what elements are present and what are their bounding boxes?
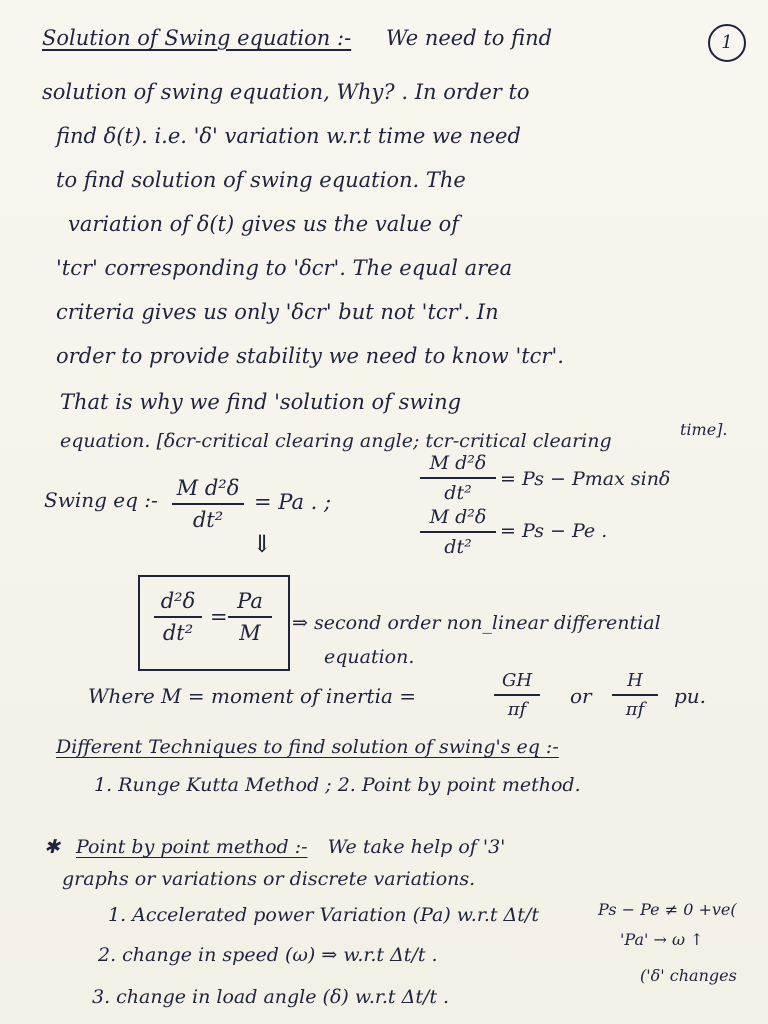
pbp-text-2: graphs or variations or discrete variations. [62, 868, 476, 890]
boxed-eq: = [210, 605, 228, 629]
note-2: 'Pa' → ω ↑ [620, 930, 704, 949]
para-line-0: We need to find [385, 26, 553, 50]
pu-text: pu. [674, 684, 707, 708]
para-line-8: That is why we find 'solution of swing [60, 390, 462, 414]
eq3-fraction [420, 506, 496, 558]
item-2: 2. change in speed (ω) ⇒ w.r.t Δt/t . [98, 944, 438, 966]
eq3-den: dt² [444, 536, 472, 558]
eq2-den: dt² [444, 482, 472, 504]
frac-gh-den: πf [507, 699, 527, 720]
boxed-lhs [154, 589, 202, 645]
or-text: or [570, 684, 592, 708]
boxed-bar2 [228, 616, 272, 618]
boxed-bar1 [154, 616, 202, 618]
eq3-bar [420, 531, 496, 533]
para-line-5: 'tcr' corresponding to 'δcr'. The equal area [56, 256, 513, 280]
boxed-rhs [228, 589, 272, 645]
pbp-heading: Point by point method :- [75, 836, 308, 858]
eq1-den: dt² [192, 508, 224, 532]
note-1: Ps − Pe ≠ 0 +ve( [598, 900, 737, 919]
pbp-heading-line [44, 836, 768, 858]
frac-h [612, 670, 658, 720]
eq1-fraction [172, 476, 244, 532]
para-line-3: to find solution of swing equation. The [56, 168, 466, 192]
para-line-1: solution of swing equation, Why? . In order to [42, 80, 530, 104]
eq1-num: M d²δ [176, 476, 240, 500]
star-icon: ✱ [44, 836, 60, 858]
page-number: 1 [708, 24, 746, 62]
heading-line [42, 26, 768, 50]
eq2-rhs: = Ps − Pmax sinδ [500, 468, 671, 490]
where-text: Where M = moment of inertia = [88, 684, 417, 708]
techniques-heading-text: Different Techniques to find solution of swing's eq :- [56, 736, 559, 758]
second-order-text: ⇒ second order non_linear differential [292, 612, 661, 634]
eq2-bar [420, 477, 496, 479]
pbp-text: We take help of '3' [327, 836, 506, 858]
boxed-den2: M [239, 621, 261, 645]
eq1-rhs: = Pa . ; [254, 490, 332, 514]
item-1: 1. Accelerated power Variation (Pa) w.r.t Δt/t [108, 904, 539, 926]
para-line-2: find δ(t). i.e. 'δ' variation w.r.t time we need [56, 124, 521, 148]
frac-h-bar [612, 694, 658, 696]
heading: Solution of Swing equation :- [42, 26, 352, 50]
eq3-num: M d²δ [429, 506, 487, 528]
frac-h-num: H [627, 670, 643, 691]
para-line-4: variation of δ(t) gives us the value of [68, 212, 459, 236]
para-line-10: time]. [680, 420, 728, 439]
boxed-den1: dt² [162, 621, 194, 645]
para-line-6: criteria gives us only 'δcr' but not 'tcr'. In [56, 300, 499, 324]
frac-gh-bar [494, 694, 540, 696]
eq3-rhs: = Ps − Pe . [500, 520, 608, 542]
eq1-bar [172, 503, 244, 505]
para-line-9: equation. [δcr-critical clearing angle; tcr-critical clearing [60, 430, 612, 452]
boxed-equation [138, 575, 290, 671]
techniques-heading [56, 736, 768, 758]
eq2-fraction [420, 452, 496, 504]
techniques-list: 1. Runge Kutta Method ; 2. Point by point method. [94, 774, 581, 796]
para-line-7: order to provide stability we need to know 'tcr'. [56, 344, 564, 368]
note-3: ('δ' changes [640, 966, 737, 985]
implies-arrow: ⇓ [252, 530, 273, 558]
item-3: 3. change in load angle (δ) w.r.t Δt/t . [92, 986, 450, 1008]
frac-gh-num: GH [501, 670, 533, 691]
eq2-num: M d²δ [429, 452, 487, 474]
second-order-text-2: equation. [324, 646, 415, 668]
boxed-num1: d²δ [160, 589, 196, 613]
swing-label: Swing eq :- [44, 488, 158, 512]
frac-h-den: πf [625, 699, 645, 720]
boxed-num2: Pa [237, 589, 263, 613]
frac-gh [494, 670, 540, 720]
